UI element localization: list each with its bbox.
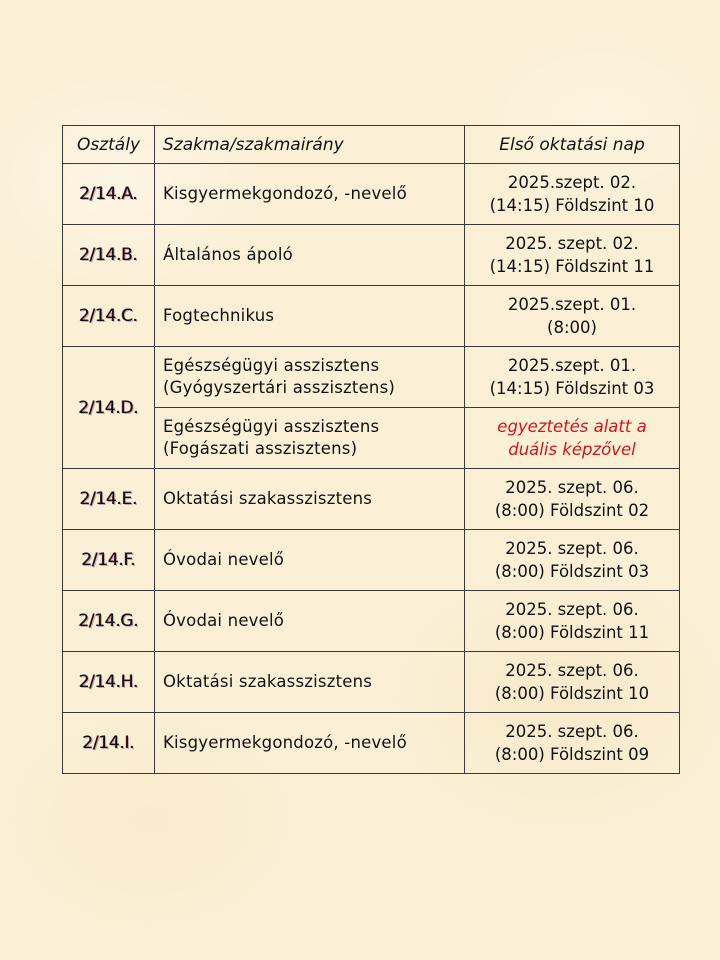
class-code: 2/14.F. <box>63 530 155 591</box>
table-row <box>63 530 680 591</box>
table-row <box>63 713 680 774</box>
schedule-table <box>62 125 680 774</box>
start-date: 2025. szept. 06. (8:00) Földszint 11 <box>465 591 680 652</box>
table-row <box>63 286 680 347</box>
program-name: Oktatási szakasszisztens <box>155 469 465 530</box>
program-name: Általános ápoló <box>155 225 465 286</box>
start-date: 2025. szept. 06. (8:00) Földszint 10 <box>465 652 680 713</box>
table-row <box>63 469 680 530</box>
start-date: 2025.szept. 01. (14:15) Földszint 03 <box>465 347 680 408</box>
header-class: Osztály <box>63 126 155 164</box>
start-date: 2025. szept. 06. (8:00) Földszint 03 <box>465 530 680 591</box>
program-name: Kisgyermekgondozó, -nevelő <box>155 713 465 774</box>
class-code: 2/14.D. <box>63 347 155 469</box>
start-date-pending-note: egyeztetés alatt a duális képzővel <box>465 408 680 469</box>
class-code: 2/14.H. <box>63 652 155 713</box>
start-date: 2025. szept. 06. (8:00) Földszint 09 <box>465 713 680 774</box>
program-name: Kisgyermekgondozó, -nevelő <box>155 164 465 225</box>
class-code: 2/14.A. <box>63 164 155 225</box>
program-name: Egészségügyi asszisztens (Fogászati asszisztens) <box>155 408 465 469</box>
start-date: 2025. szept. 02. (14:15) Földszint 11 <box>465 225 680 286</box>
header-first-day: Első oktatási nap <box>465 126 680 164</box>
header-program: Szakma/szakmairány <box>155 126 465 164</box>
program-name: Óvodai nevelő <box>155 530 465 591</box>
table-row <box>63 591 680 652</box>
class-code: 2/14.G. <box>63 591 155 652</box>
class-code: 2/14.E. <box>63 469 155 530</box>
class-code: 2/14.C. <box>63 286 155 347</box>
table-row <box>63 347 680 408</box>
start-date: 2025.szept. 02. (14:15) Földszint 10 <box>465 164 680 225</box>
table-row <box>63 164 680 225</box>
program-name: Oktatási szakasszisztens <box>155 652 465 713</box>
table-row <box>63 225 680 286</box>
class-code: 2/14.I. <box>63 713 155 774</box>
table-header-row <box>63 126 680 164</box>
start-date: 2025. szept. 06. (8:00) Földszint 02 <box>465 469 680 530</box>
class-code: 2/14.B. <box>63 225 155 286</box>
program-name: Óvodai nevelő <box>155 591 465 652</box>
table-row <box>63 408 680 469</box>
table-row <box>63 652 680 713</box>
start-date: 2025.szept. 01. (8:00) <box>465 286 680 347</box>
program-name: Fogtechnikus <box>155 286 465 347</box>
program-name: Egészségügyi asszisztens (Gyógyszertári asszisztens) <box>155 347 465 408</box>
